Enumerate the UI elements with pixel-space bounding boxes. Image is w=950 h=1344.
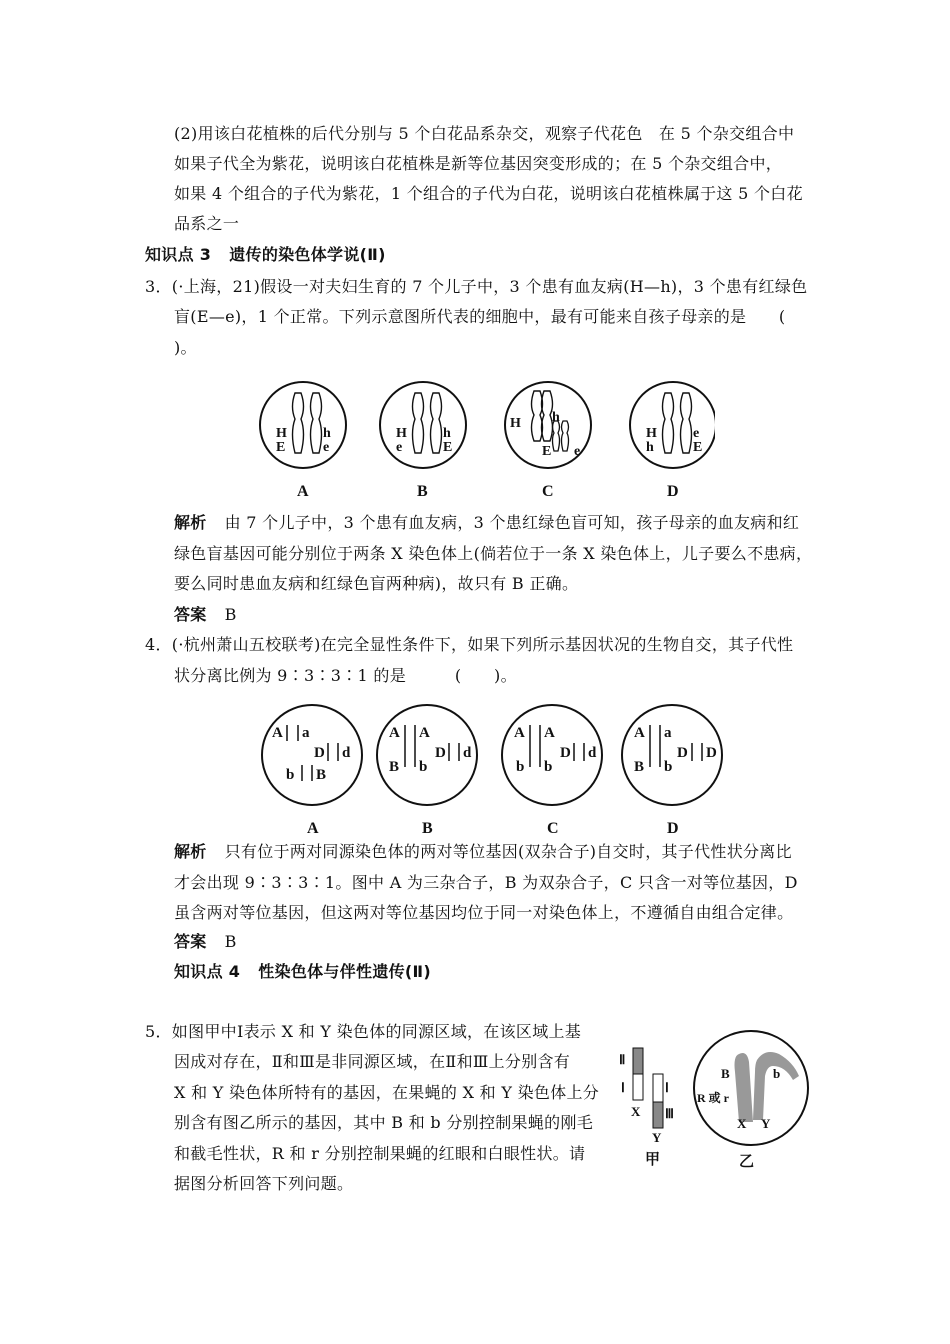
jia-caption: 甲 (645, 1152, 661, 1168)
q5-figure (615, 1030, 815, 1175)
q3-a-gene-1: H (276, 426, 287, 441)
q4-answer-value: B (224, 932, 237, 951)
knowledge-point-4 (174, 961, 431, 983)
q4-c-gene-3: b (516, 759, 525, 775)
q4-d-gene-2: a (664, 725, 672, 741)
yi-label-b-lower: b (773, 1066, 781, 1081)
q3-d-gene-3: e (693, 426, 700, 441)
q4-a-gene-6: B (316, 767, 327, 783)
q4-line-1-text: 4．(·杭州萧山五校联考)在完全显性条件下，如果下列所示基因状况的生物自交，其子代性 (145, 635, 794, 654)
q3-caption-c: C (542, 483, 554, 500)
q4-caption-b: B (422, 820, 433, 837)
answer2-line-1: (2)用该白花植株的后代分别与 5 个白花品系杂交，观察子代花色 在 5 个杂交组合中 (174, 124, 795, 143)
q3-answer (174, 604, 237, 626)
q4-cell-a (262, 705, 362, 805)
q3-analysis-text-1: 由 7 个儿子中，3 个患有血友病，3 个患红绿色盲可知，孩子母亲的血友病和红 (224, 513, 800, 532)
q4-d-gene-6: D (706, 745, 717, 761)
q4-b-gene-2: A (419, 725, 430, 741)
q4-analysis-text-1: 只有位于两对同源染色体的两对等位基因(双杂合子)自交时，其子代性状分离比 (224, 842, 792, 861)
q3-c-gene-4: e (574, 444, 581, 459)
answer2-line-2: 如果子代全为紫花，说明该白花植株是新等位基因突变形成的；在 5 个杂交组合中， (174, 154, 783, 173)
q3-d-gene-1: H (646, 426, 657, 441)
q4-c-gene-5: D (560, 745, 571, 761)
answer2-line-4: 品系之一 (174, 214, 240, 233)
q4-d-gene-4: b (664, 759, 673, 775)
q4-answer-label: 答案 (174, 932, 207, 951)
q4-b-gene-1: A (389, 725, 400, 741)
jia-label-1b: Ⅰ (665, 1080, 669, 1095)
q4-a-gene-5: b (286, 767, 295, 783)
q3-c-gene-2: h (552, 410, 560, 425)
q3-a-gene-4: e (323, 440, 330, 455)
q4-d-gene-5: D (677, 745, 688, 761)
q5-line-5: 和截毛性状，R 和 r 分别控制果蝇的红眼和白眼性状。请 (174, 1144, 586, 1163)
q5-line-3: X 和 Y 染色体所特有的基因，在果蝇的 X 和 Y 染色体上分 (174, 1083, 600, 1102)
q3-c-gene-1: H (510, 416, 521, 431)
knowledge-point-3 (145, 244, 386, 266)
q4-answer (174, 931, 237, 953)
q4-a-gene-4: d (342, 745, 351, 761)
q4-c-gene-6: d (588, 745, 597, 761)
q4-analysis-line-2: 才会出现 9∶3∶3∶1。图中 A 为三杂合子，B 为双杂合子，C 只含一对等位基因，D (174, 873, 798, 892)
q4-d-gene-1: A (634, 725, 645, 741)
q4-analysis-label: 解析 (174, 842, 207, 861)
q3-analysis-label: 解析 (174, 513, 207, 532)
q4-b-gene-5: D (435, 745, 446, 761)
kp4-label: 知识点 4 (174, 962, 241, 981)
q4-a-gene-2: a (302, 725, 310, 741)
q3-caption-d: D (667, 483, 679, 500)
jia-label-3: Ⅲ (665, 1106, 674, 1121)
yi-caption: 乙 (739, 1154, 755, 1170)
q3-analysis-line-3: 要么同时患血友病和红绿色盲两种病)，故只有 B 正确。 (174, 574, 579, 593)
jia-label-1a: Ⅰ (621, 1080, 625, 1095)
q4-c-gene-1: A (514, 725, 525, 741)
q4-c-gene-2: A (544, 725, 555, 741)
q3-answer-value: B (224, 605, 237, 624)
q4-d-gene-3: B (634, 759, 645, 775)
q5-line-4: 别含有图乙所示的基因，其中 B 和 b 分别控制果蝇的刚毛 (174, 1113, 594, 1132)
q3-b-gene-2: e (396, 440, 403, 455)
q5-line-1: 5．如图甲中Ⅰ表示 X 和 Y 染色体的同源区域，在该区域上基 (145, 1022, 582, 1041)
q4-cell-b (377, 705, 477, 805)
jia-label-2: Ⅱ (619, 1052, 626, 1067)
jia-label-x: X (631, 1104, 641, 1119)
q3-b-gene-1: H (396, 426, 407, 441)
q5-figure-yi (694, 1031, 808, 1170)
q3-cell-d (630, 382, 715, 468)
q3-cell-c (505, 382, 591, 468)
q5-figure-jia (619, 1048, 674, 1168)
q4-cell-c (502, 705, 602, 805)
q3-caption-a: A (297, 483, 309, 500)
q4-analysis-line-1 (174, 841, 792, 863)
q3-analysis-line-1 (174, 512, 799, 534)
answer2-line-3: 如果 4 个组合的子代为紫花，1 个组合的子代为白花，说明该白花植株属于这 5 个白花 (174, 184, 803, 203)
q4-b-gene-3: B (389, 759, 400, 775)
q5-line-6: 据图分析回答下列问题。 (174, 1174, 354, 1193)
q3-answer-label: 答案 (174, 605, 207, 624)
yi-label-x: X (737, 1116, 747, 1131)
kp4-title: 性染色体与伴性遗传(Ⅱ) (258, 962, 431, 981)
q3-d-gene-2: h (646, 440, 654, 455)
q3-b-gene-3: h (443, 426, 451, 441)
q3-caption-b: B (417, 483, 428, 500)
q3-b-gene-4: E (443, 440, 453, 455)
q3-c-gene-3: E (542, 444, 552, 459)
q3-line-3: )。 (174, 338, 197, 357)
q4-line-2: 状分离比例为 9∶3∶3∶1 的是 ( )。 (174, 666, 517, 685)
q4-b-gene-6: d (463, 745, 472, 761)
q4-b-gene-4: b (419, 759, 428, 775)
jia-label-y: Y (652, 1130, 662, 1145)
q3-line-1: 3．(·上海，21)假设一对夫妇生育的 7 个儿子中，3 个患有血友病(H—h)，3 个患有红绿色 (145, 277, 808, 296)
q3-analysis-line-2: 绿色盲基因可能分别位于两条 X 染色体上(倘若位于一条 X 染色体上，儿子要么不患病， (174, 544, 813, 563)
q3-d-gene-4: E (693, 440, 703, 455)
q3-a-gene-2: E (276, 440, 286, 455)
q4-caption-d: D (667, 820, 679, 837)
q4-c-gene-4: b (544, 759, 553, 775)
q4-cell-d (622, 705, 722, 805)
q4-line-1 (145, 634, 793, 656)
q3-figure (255, 380, 715, 505)
q4-a-gene-3: D (314, 745, 325, 761)
yi-label-b-upper: B (721, 1066, 730, 1081)
q3-cell-a (260, 382, 346, 468)
q4-figure (255, 700, 735, 840)
q5-line-2: 因成对存在，Ⅱ和Ⅲ是非同源区域，在Ⅱ和Ⅲ上分别含有 (174, 1052, 571, 1071)
q4-a-gene-1: A (272, 725, 283, 741)
q4-caption-c: C (547, 820, 559, 837)
yi-label-y: Y (761, 1116, 771, 1131)
kp3-label: 知识点 3 (145, 245, 212, 264)
q3-cell-b (380, 382, 466, 468)
kp3-title: 遗传的染色体学说(Ⅱ) (229, 245, 386, 264)
q4-caption-a: A (307, 820, 319, 837)
q3-line-2: 盲(E—e)，1 个正常。下列示意图所代表的细胞中，最有可能来自孩子母亲的是 ( (174, 307, 786, 326)
q4-analysis-line-3: 虽含两对等位基因，但这两对等位基因均位于同一对染色体上，不遵循自由组合定律。 (174, 903, 794, 922)
yi-label-r: R 或 r (697, 1091, 729, 1105)
q3-a-gene-3: h (323, 426, 331, 441)
